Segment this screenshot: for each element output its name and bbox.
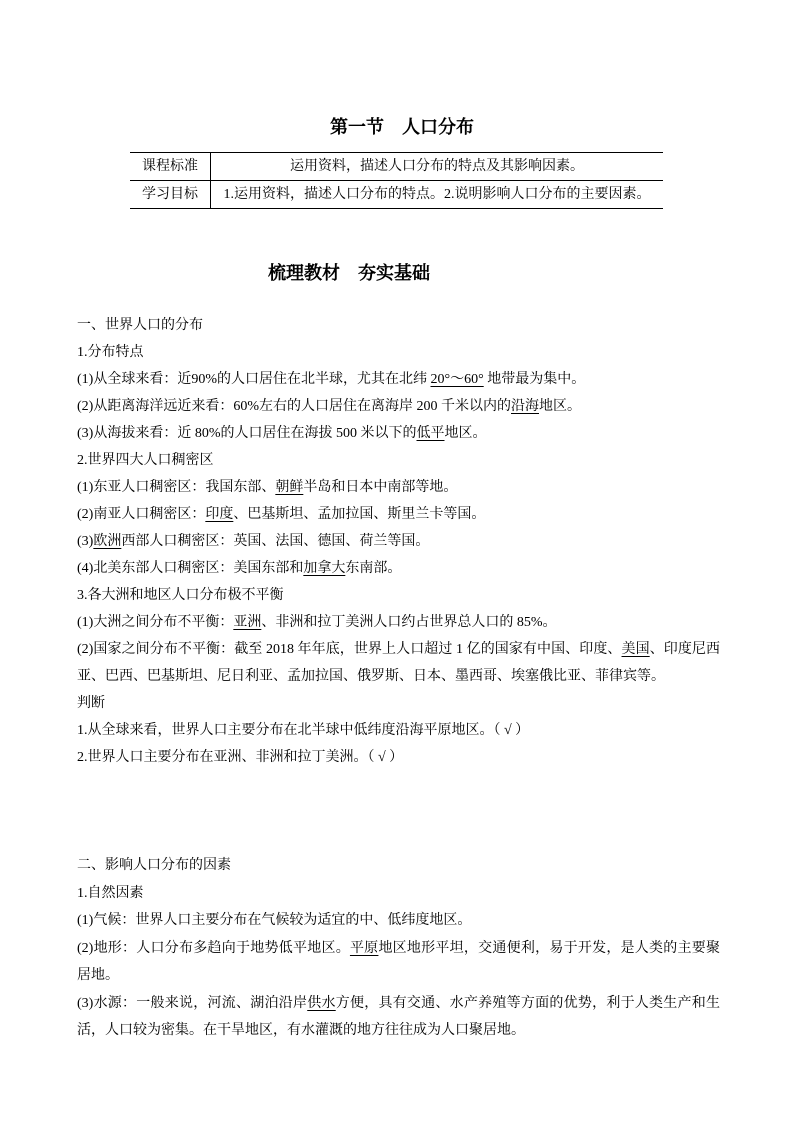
item-text: 、印度尼西亚、巴西、巴基斯坦、尼日利亚、孟加拉国、俄罗斯、日本、墨西哥、埃塞俄比亚、菲律宾等。 xyxy=(77,642,721,684)
row-content: 运用资料，描述人口分布的特点及其影响因素。 xyxy=(211,153,664,181)
item-text: 、巴基斯坦、孟加拉国、斯里兰卡等国。 xyxy=(233,507,486,522)
item-text: (4)北美东部人口稠密区：美国东部和 xyxy=(77,561,304,576)
subsection-heading: 1.自然因素 xyxy=(77,885,144,901)
item-text: (3)从海拔来看：近 80%的人口居住在海拔 500 米以下的 xyxy=(77,426,417,441)
item-text: 方便，具有交通、水产养殖等方面的优势，利于人类生产和生活，人口较为密集。在干旱地区，有水灌溉的地方往往成为人口聚居地。 xyxy=(77,995,721,1038)
underlined-key-term: 亚洲 xyxy=(233,615,262,630)
subsection-heading: 3.各大洲和地区人口分布极不平衡 xyxy=(77,588,284,603)
item-text: 东南部。 xyxy=(345,561,402,576)
underlined-key-term: 平原 xyxy=(349,940,379,956)
natural-factor-item: (1)气候：世界人口主要分布在气候较为适宜的中、低纬度地区。 xyxy=(77,913,472,928)
part2-influencing-factors xyxy=(77,852,720,1045)
subsection-heading: 2.世界四大人口稠密区 xyxy=(77,453,214,468)
underlined-key-term: 加拿大 xyxy=(303,561,346,576)
item-text: (1)从全球来看：近90%的人口居住在北半球，尤其在北纬 xyxy=(77,372,431,387)
underlined-key-term: 供水 xyxy=(307,995,336,1011)
row-label: 课程标准 xyxy=(130,153,211,181)
item-text: 、非洲和拉丁美洲人口约占世界总人口的 85%。 xyxy=(261,615,557,630)
underlined-key-term: 欧洲 xyxy=(93,534,122,549)
item-text: (2)国家之间分布不平衡：截至 2018 年年底，世界上人口超过 1 亿的国家有中国、印度、 xyxy=(77,642,622,657)
item-text: 地带最为集中。 xyxy=(483,372,586,387)
dense-region-item xyxy=(77,555,720,582)
item-text: 地区。 xyxy=(444,426,487,441)
dense-region-item xyxy=(77,501,720,528)
item-text: (1)大洲之间分布不平衡： xyxy=(77,615,234,630)
underlined-key-term: 美国 xyxy=(621,642,650,657)
subsection-heading: 1.分布特点 xyxy=(77,345,144,360)
item-text: 西部人口稠密区：英国、法国、德国、荷兰等国。 xyxy=(121,534,430,549)
item-text: 半岛和日本中南部等地。 xyxy=(303,480,458,495)
item-text: (3) xyxy=(77,534,94,549)
imbalance-item xyxy=(77,609,720,636)
item-text: 地区地形平坦，交通便利，易于开发，是人类的主要聚居地。 xyxy=(77,940,721,983)
part2-heading: 二、影响人口分布的因素 xyxy=(77,858,231,873)
underlined-key-term: 20°～60° xyxy=(430,372,484,387)
item-text: 地区。 xyxy=(539,399,581,414)
judgment-item: 1.从全球来看，世界人口主要分布在北半球中低纬度沿海平原地区。（ √ ） xyxy=(77,723,530,738)
judgment-heading: 判断 xyxy=(77,696,105,711)
item-text: (2)从距离海洋远近来看：60%左右的人口居住在离海岸 200 千米以内的 xyxy=(77,399,511,414)
item-text: (2)南亚人口稠密区： xyxy=(77,507,206,522)
part1-heading: 一、世界人口的分布 xyxy=(77,318,203,333)
judgment-item: 2.世界人口主要分布在亚洲、非洲和拉丁美洲。（ √ ） xyxy=(77,750,404,765)
underlined-key-term: 印度 xyxy=(205,507,234,522)
underlined-key-term: 低平 xyxy=(416,426,445,441)
feature-item xyxy=(77,393,720,420)
row-label: 学习目标 xyxy=(130,181,211,209)
dense-region-item xyxy=(77,474,720,501)
underlined-key-term: 朝鲜 xyxy=(275,480,304,495)
section-heading: 梳理教材 夯实基础 xyxy=(268,263,430,284)
imbalance-item xyxy=(77,636,720,690)
underlined-key-term: 沿海 xyxy=(511,399,539,414)
item-text: (3)水源：一般来说，河流、湖泊沿岸 xyxy=(77,995,308,1011)
table-row xyxy=(130,153,663,181)
item-text: (2)地形：人口分布多趋向于地势低平地区。 xyxy=(77,940,350,956)
table-row xyxy=(130,181,663,209)
dense-region-item xyxy=(77,528,720,555)
page-title: 第一节 人口分布 xyxy=(330,117,474,138)
natural-factor-item xyxy=(77,935,720,990)
feature-item xyxy=(77,366,720,393)
feature-item xyxy=(77,420,720,447)
standards-table xyxy=(130,152,663,209)
item-text: (1)东亚人口稠密区：我国东部、 xyxy=(77,480,276,495)
row-content: 1.运用资料，描述人口分布的特点。2.说明影响人口分布的主要因素。 xyxy=(211,181,664,209)
part1-world-population-distribution xyxy=(77,312,720,771)
natural-factor-item xyxy=(77,990,720,1045)
